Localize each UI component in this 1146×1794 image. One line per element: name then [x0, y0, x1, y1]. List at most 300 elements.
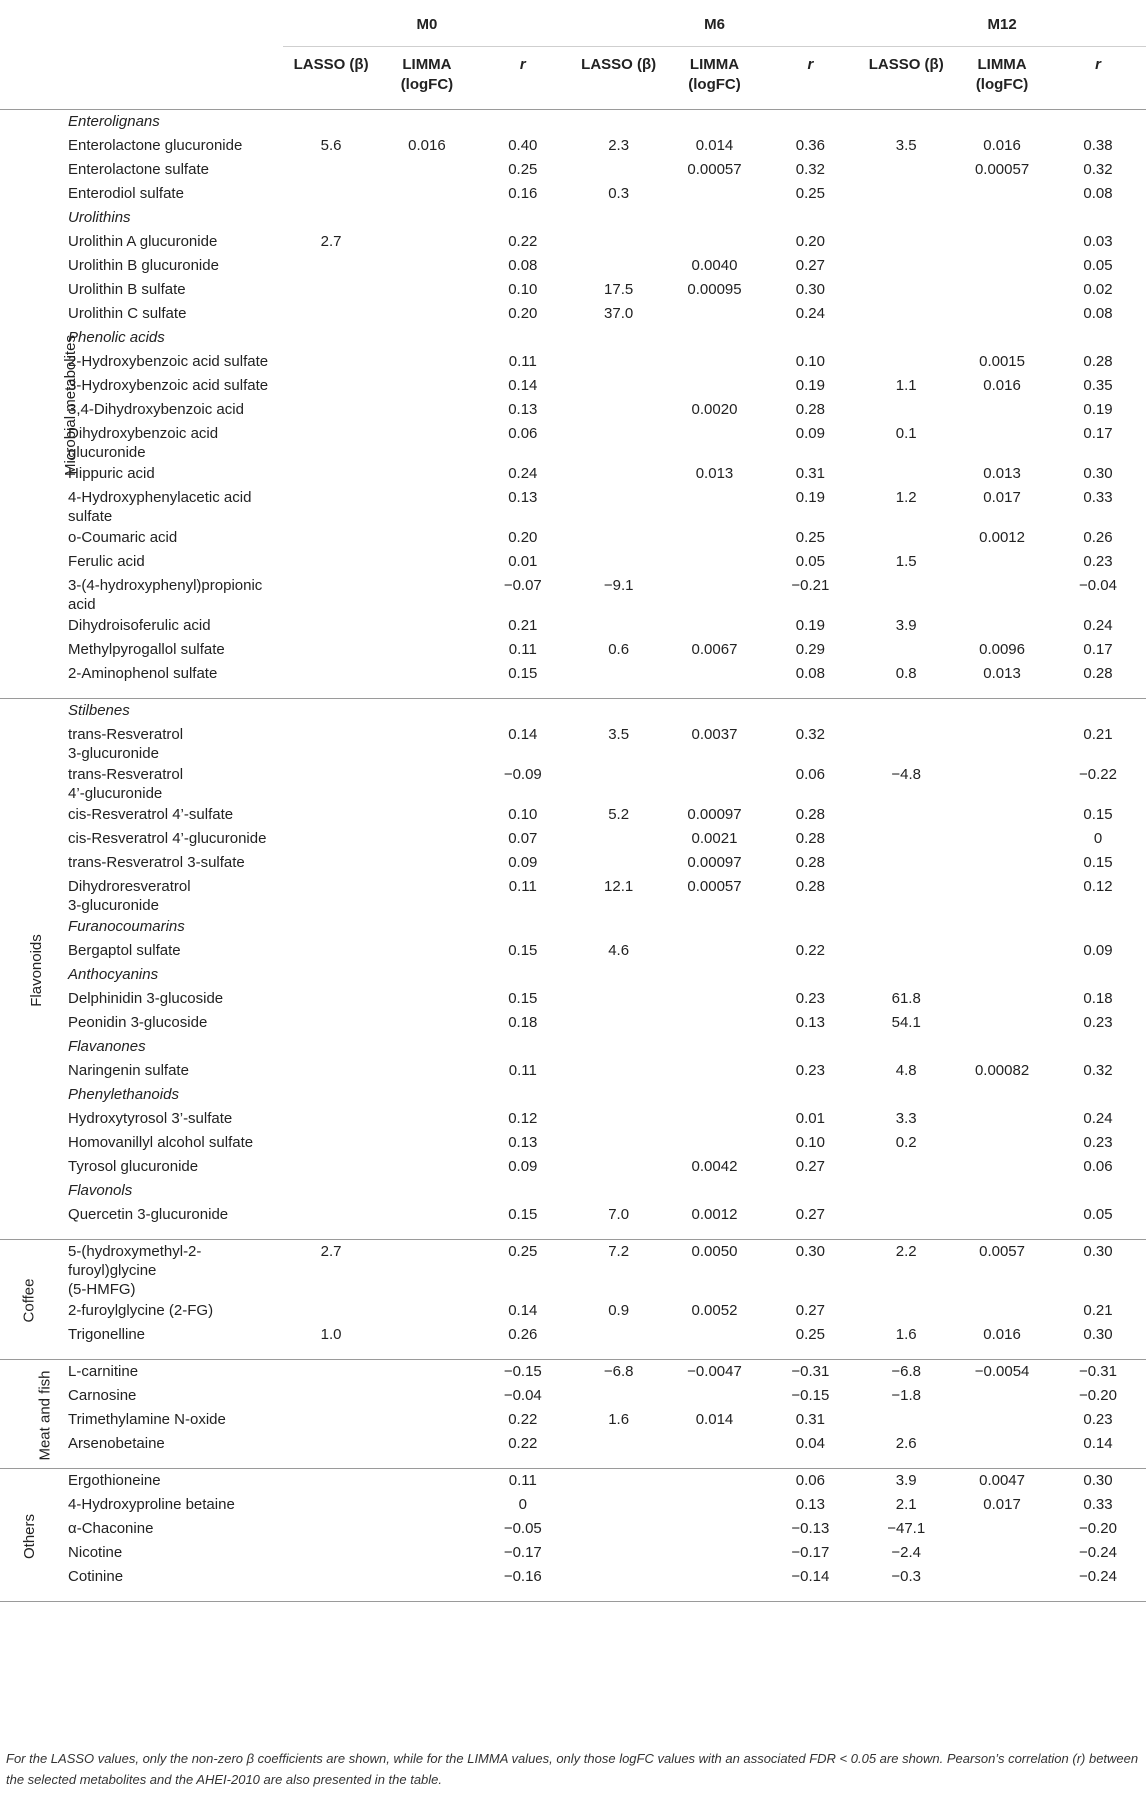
value-cell: [283, 963, 379, 987]
value-cell: −0.07: [503, 577, 542, 594]
value-cell: [379, 1179, 475, 1203]
value-cell: [283, 939, 379, 963]
value-cell: [667, 699, 763, 724]
value-cell: −0.05: [503, 1520, 542, 1537]
value-cell: [858, 827, 954, 851]
value-cell: [858, 915, 954, 939]
metabolite-name: 4-Hydroxyphenylacetic acid sulfate: [68, 489, 252, 525]
value-cell: [858, 851, 954, 875]
value-cell: 0.21: [508, 617, 538, 634]
value-cell: [858, 723, 954, 763]
col-header-limma: LIMMA (logFC): [667, 47, 763, 110]
value-cell: [379, 662, 475, 699]
value-cell: 0.013: [983, 465, 1021, 482]
value-cell: 0.06: [1083, 1158, 1113, 1175]
value-cell: 1.2: [895, 489, 917, 506]
value-cell: 0.15: [508, 942, 538, 959]
table-row: [0, 254, 1146, 278]
value-cell: [858, 1203, 954, 1240]
value-cell: [858, 230, 954, 254]
table-row: [0, 1299, 1146, 1323]
value-cell: 0.28: [1083, 665, 1113, 682]
value-cell: [379, 550, 475, 574]
value-cell: 0.0015: [979, 353, 1025, 370]
col-header-lasso: LASSO (β): [283, 47, 379, 110]
subgroup-name: Anthocyanins: [68, 966, 159, 983]
table-row: [0, 1541, 1146, 1565]
group-section: [0, 699, 1146, 1240]
value-cell: [954, 1541, 1050, 1565]
metabolite-name: Delphinidin 3-glucoside: [68, 990, 224, 1007]
value-cell: 0.24: [1083, 617, 1113, 634]
value-cell: [571, 526, 667, 550]
value-cell: [858, 1299, 954, 1323]
value-cell: 0.30: [1083, 1243, 1113, 1260]
value-cell: 3.9: [895, 617, 917, 634]
value-cell: [954, 803, 1050, 827]
value-cell: [954, 550, 1050, 574]
value-cell: −0.04: [1079, 577, 1117, 594]
value-cell: [379, 875, 475, 915]
value-cell: 0.25: [508, 1243, 538, 1260]
value-cell: [379, 851, 475, 875]
value-cell: [858, 326, 954, 350]
value-cell: −0.3: [891, 1568, 922, 1585]
value-cell: −0.31: [791, 1363, 830, 1380]
group-label: Others: [20, 1513, 38, 1559]
value-cell: [762, 1179, 858, 1203]
value-cell: −9.1: [603, 577, 634, 594]
value-cell: [283, 398, 379, 422]
value-cell: [475, 915, 571, 939]
value-cell: [858, 1408, 954, 1432]
value-cell: 0.32: [1083, 1062, 1113, 1079]
value-cell: −0.0054: [974, 1363, 1030, 1380]
value-cell: [571, 350, 667, 374]
group-section: [0, 1469, 1146, 1602]
value-cell: 0.06: [508, 425, 538, 442]
value-cell: 2.3: [608, 137, 630, 154]
value-cell: 0.0047: [979, 1472, 1025, 1489]
value-cell: [954, 1384, 1050, 1408]
metabolite-name: Ergothioneine: [68, 1472, 161, 1489]
value-cell: [379, 374, 475, 398]
value-cell: [283, 1360, 379, 1385]
value-cell: 0.07: [508, 830, 538, 847]
value-cell: 0.23: [1083, 1411, 1113, 1428]
value-cell: 5.6: [320, 137, 342, 154]
value-cell: [283, 851, 379, 875]
value-cell: 0.30: [1083, 1326, 1113, 1343]
value-cell: [283, 662, 379, 699]
value-cell: [571, 1323, 667, 1360]
value-cell: [379, 326, 475, 350]
group-label-cell: [0, 1360, 58, 1469]
value-cell: [571, 462, 667, 486]
group-section: [0, 1240, 1146, 1360]
value-cell: [571, 110, 667, 135]
value-cell: [475, 110, 571, 135]
value-cell: [379, 1059, 475, 1083]
value-cell: [667, 1179, 763, 1203]
value-cell: 7.2: [608, 1243, 630, 1260]
table-row: [0, 302, 1146, 326]
value-cell: [858, 206, 954, 230]
value-cell: [379, 1493, 475, 1517]
value-cell: [954, 939, 1050, 963]
value-cell: [858, 158, 954, 182]
value-cell: 0.28: [795, 830, 825, 847]
value-cell: 0.25: [795, 1326, 825, 1343]
table-footnote: For the LASSO values, only the non-zero β coefficients are shown, while for the LIMMA values, only those logFC values with an associated FDR < 0.05 are shown. Pearson’s correlation (r) between the selected metabolites and the AHEI-2010 are also presented in the table.: [6, 1751, 1139, 1787]
value-cell: 0.17: [1083, 425, 1113, 442]
value-cell: [283, 987, 379, 1011]
value-cell: [667, 574, 763, 614]
metabolite-name: 2-Hydroxybenzoic acid sulfate: [68, 353, 269, 370]
subgroup-name: Flavanones: [68, 1038, 146, 1055]
value-cell: 0.014: [695, 137, 734, 154]
metabolite-name: cis-Resveratrol 4’-sulfate: [68, 806, 234, 823]
value-cell: [379, 526, 475, 550]
table-row: [0, 1059, 1146, 1083]
value-cell: [954, 699, 1050, 724]
value-cell: [667, 987, 763, 1011]
value-cell: [379, 1155, 475, 1179]
value-cell: [379, 1360, 475, 1385]
value-cell: [667, 182, 763, 206]
value-cell: 0.22: [508, 1435, 538, 1452]
value-cell: −0.04: [503, 1387, 542, 1404]
group-label: Coffee: [20, 1278, 38, 1323]
value-cell: 0.27: [795, 1206, 825, 1223]
value-cell: 0.00057: [687, 878, 742, 895]
value-cell: [283, 158, 379, 182]
value-cell: [379, 398, 475, 422]
table-row: [0, 1107, 1146, 1131]
value-cell: [1050, 326, 1146, 350]
subgroup-row: [0, 963, 1146, 987]
value-cell: −2.4: [891, 1544, 922, 1561]
table-row: [0, 851, 1146, 875]
value-cell: [283, 1107, 379, 1131]
value-cell: 0.27: [795, 1158, 825, 1175]
value-cell: [571, 662, 667, 699]
value-cell: [571, 699, 667, 724]
value-cell: [667, 1541, 763, 1565]
value-cell: [954, 1035, 1050, 1059]
value-cell: [1050, 1035, 1146, 1059]
metabolite-name: Dihydroisoferulic acid: [68, 617, 211, 634]
value-cell: 0.08: [1083, 305, 1113, 322]
metabolite-name: Arsenobetaine: [68, 1435, 165, 1452]
value-cell: [571, 1432, 667, 1469]
table-row: [0, 486, 1146, 526]
subgroup-name: Furanocoumarins: [68, 918, 185, 935]
value-cell: [379, 699, 475, 724]
value-cell: −6.8: [603, 1363, 634, 1380]
table-row: [0, 1360, 1146, 1385]
metabolite-name: Urolithin B sulfate: [68, 281, 186, 298]
value-cell: 0.31: [795, 1411, 825, 1428]
value-cell: [379, 574, 475, 614]
value-cell: 0.09: [795, 425, 825, 442]
metabolite-name: trans-Resveratrol 3-sulfate: [68, 854, 245, 871]
value-cell: [571, 422, 667, 462]
value-cell: −0.31: [1079, 1363, 1117, 1380]
group-label-cell: [0, 699, 58, 1240]
value-cell: 0.20: [795, 233, 825, 250]
subgroup-name: Phenolic acids: [68, 329, 165, 346]
value-cell: [954, 398, 1050, 422]
value-cell: [379, 254, 475, 278]
value-cell: 0.0037: [691, 726, 738, 743]
value-cell: [667, 206, 763, 230]
value-cell: [283, 110, 379, 135]
metabolite-name: 4-Hydroxyproline betaine: [68, 1496, 235, 1513]
value-cell: [283, 1131, 379, 1155]
value-cell: 0.30: [795, 1243, 825, 1260]
value-cell: [858, 574, 954, 614]
value-cell: [858, 350, 954, 374]
value-cell: 3.3: [895, 1110, 917, 1127]
table-row: [0, 1323, 1146, 1360]
value-cell: [667, 1384, 763, 1408]
value-cell: [858, 278, 954, 302]
value-cell: 0.0020: [691, 401, 738, 418]
value-cell: [379, 302, 475, 326]
value-cell: 0.28: [795, 806, 825, 823]
value-cell: [283, 1011, 379, 1035]
value-cell: [667, 963, 763, 987]
value-cell: [858, 182, 954, 206]
metabolite-name: Hydroxytyrosol 3’-sulfate: [68, 1110, 233, 1127]
value-cell: [283, 1469, 379, 1494]
value-cell: [571, 1155, 667, 1179]
metabolite-name: Bergaptol sulfate: [68, 942, 181, 959]
table-row: [0, 1011, 1146, 1035]
value-cell: [762, 699, 858, 724]
value-cell: 1.6: [895, 1326, 917, 1343]
value-cell: [1050, 699, 1146, 724]
metabolite-name: Urolithin A glucuronide: [68, 233, 218, 250]
metabolite-name: Naringenin sulfate: [68, 1062, 189, 1079]
metabolite-name: Homovanillyl alcohol sulfate: [68, 1134, 254, 1151]
value-cell: [283, 1408, 379, 1432]
value-cell: 1.5: [895, 553, 917, 570]
value-cell: −47.1: [887, 1520, 926, 1537]
value-cell: 0.18: [1083, 990, 1113, 1007]
subgroup-name: Urolithins: [68, 209, 131, 226]
value-cell: [283, 803, 379, 827]
value-cell: 0.15: [1083, 806, 1113, 823]
col-header-limma: LIMMA (logFC): [379, 47, 475, 110]
value-cell: [283, 915, 379, 939]
table-row: [0, 278, 1146, 302]
value-cell: [379, 803, 475, 827]
table-row: [0, 422, 1146, 462]
value-cell: [858, 462, 954, 486]
value-cell: 3.5: [608, 726, 630, 743]
table-row: [0, 1408, 1146, 1432]
table-row: [0, 1432, 1146, 1469]
value-cell: 0.28: [795, 854, 825, 871]
value-cell: [858, 1155, 954, 1179]
value-cell: [571, 1469, 667, 1494]
value-cell: 0.017: [983, 489, 1021, 506]
value-cell: 0.10: [795, 353, 825, 370]
value-cell: 17.5: [604, 281, 634, 298]
metabolite-name: Trigonelline: [68, 1326, 146, 1343]
value-cell: [954, 422, 1050, 462]
value-cell: [858, 963, 954, 987]
subgroup-row: [0, 1035, 1146, 1059]
value-cell: −0.24: [1079, 1568, 1117, 1585]
value-cell: −0.22: [1079, 766, 1117, 783]
table-row: [0, 763, 1146, 803]
value-cell: [283, 254, 379, 278]
value-cell: 0.10: [795, 1134, 825, 1151]
value-cell: 0.23: [1083, 1134, 1113, 1151]
table-row: [0, 182, 1146, 206]
value-cell: [571, 1384, 667, 1408]
value-cell: [283, 486, 379, 526]
table-row: [0, 134, 1146, 158]
value-cell: [571, 1083, 667, 1107]
value-cell: [283, 574, 379, 614]
value-cell: [379, 939, 475, 963]
value-cell: 61.8: [891, 990, 921, 1007]
value-cell: 0.32: [1083, 161, 1113, 178]
value-cell: [283, 1517, 379, 1541]
value-cell: [379, 182, 475, 206]
value-cell: 2.7: [320, 1243, 342, 1260]
value-cell: 0.0012: [691, 1206, 738, 1223]
value-cell: 0.8: [895, 665, 917, 682]
value-cell: [1050, 963, 1146, 987]
value-cell: 0.15: [1083, 854, 1113, 871]
value-cell: 0.06: [795, 766, 825, 783]
value-cell: [283, 875, 379, 915]
value-cell: [475, 1083, 571, 1107]
value-cell: [379, 486, 475, 526]
value-cell: 1.0: [320, 1326, 342, 1343]
value-cell: [379, 763, 475, 803]
value-cell: [667, 302, 763, 326]
value-cell: −0.14: [791, 1568, 830, 1585]
metabolite-name: 2-furoylglycine (2-FG): [68, 1302, 214, 1319]
value-cell: 0.26: [1083, 529, 1113, 546]
value-cell: [571, 915, 667, 939]
value-cell: [571, 486, 667, 526]
value-cell: 0.13: [795, 1496, 825, 1513]
table-header: [0, 0, 1146, 110]
value-cell: [283, 1493, 379, 1517]
value-cell: 0.11: [508, 1062, 537, 1079]
subgroup-row: [0, 326, 1146, 350]
value-cell: [858, 803, 954, 827]
subgroup-row: [0, 699, 1146, 724]
value-cell: [667, 1565, 763, 1602]
value-cell: [1050, 206, 1146, 230]
value-cell: 1.6: [608, 1411, 630, 1428]
metabolite-name: 3,4-Dihydroxybenzoic acid: [68, 401, 244, 418]
value-cell: 0.15: [508, 990, 538, 1007]
table-row: [0, 374, 1146, 398]
value-cell: 0.05: [1083, 1206, 1113, 1223]
value-cell: [858, 1035, 954, 1059]
value-cell: [858, 638, 954, 662]
value-cell: 0.23: [1083, 553, 1113, 570]
value-cell: [571, 1517, 667, 1541]
value-cell: 0.013: [983, 665, 1021, 682]
value-cell: 37.0: [604, 305, 634, 322]
value-cell: 0.10: [508, 281, 538, 298]
value-cell: 1.1: [895, 377, 917, 394]
value-cell: [571, 230, 667, 254]
value-cell: 0.25: [795, 529, 825, 546]
value-cell: [667, 326, 763, 350]
value-cell: [667, 526, 763, 550]
value-cell: 0.0052: [691, 1302, 738, 1319]
value-cell: −6.8: [891, 1363, 922, 1380]
value-cell: [379, 1035, 475, 1059]
value-cell: [475, 206, 571, 230]
value-cell: −0.20: [1079, 1387, 1117, 1404]
value-cell: 0.13: [795, 1014, 825, 1031]
group-section: [0, 110, 1146, 699]
value-cell: [1050, 1179, 1146, 1203]
value-cell: [379, 1299, 475, 1323]
value-cell: [954, 254, 1050, 278]
value-cell: [954, 614, 1050, 638]
table-row: [0, 1131, 1146, 1155]
period-header-m6: M6: [571, 0, 859, 47]
value-cell: 0.0050: [691, 1243, 738, 1260]
value-cell: 4.6: [608, 942, 630, 959]
value-cell: [379, 987, 475, 1011]
group-label-cell: [0, 110, 79, 699]
value-cell: [379, 1469, 475, 1494]
value-cell: 0.016: [983, 1326, 1021, 1343]
metabolite-name: Hippuric acid: [68, 465, 155, 482]
value-cell: [283, 462, 379, 486]
metabolite-name: o-Coumaric acid: [68, 529, 178, 546]
value-cell: [571, 963, 667, 987]
value-cell: [283, 1203, 379, 1240]
value-cell: [667, 230, 763, 254]
value-cell: 0.15: [508, 665, 538, 682]
table-row: [0, 462, 1146, 486]
value-cell: [667, 1131, 763, 1155]
value-cell: [762, 1083, 858, 1107]
col-header-r: r: [1050, 47, 1146, 110]
value-cell: [571, 1131, 667, 1155]
value-cell: 0.14: [1083, 1435, 1113, 1452]
value-cell: −0.13: [791, 1520, 830, 1537]
value-cell: 0.01: [508, 553, 538, 570]
value-cell: [954, 302, 1050, 326]
value-cell: 0.15: [508, 1206, 538, 1223]
value-cell: 0.0096: [979, 641, 1025, 658]
value-cell: 0.14: [508, 1302, 538, 1319]
subgroup-name: Enterolignans: [68, 113, 160, 130]
value-cell: [954, 1179, 1050, 1203]
metabolite-name: Methylpyrogallol sulfate: [68, 641, 225, 658]
value-cell: [379, 1011, 475, 1035]
value-cell: 0.00097: [687, 806, 742, 823]
value-cell: [379, 422, 475, 462]
value-cell: [571, 158, 667, 182]
